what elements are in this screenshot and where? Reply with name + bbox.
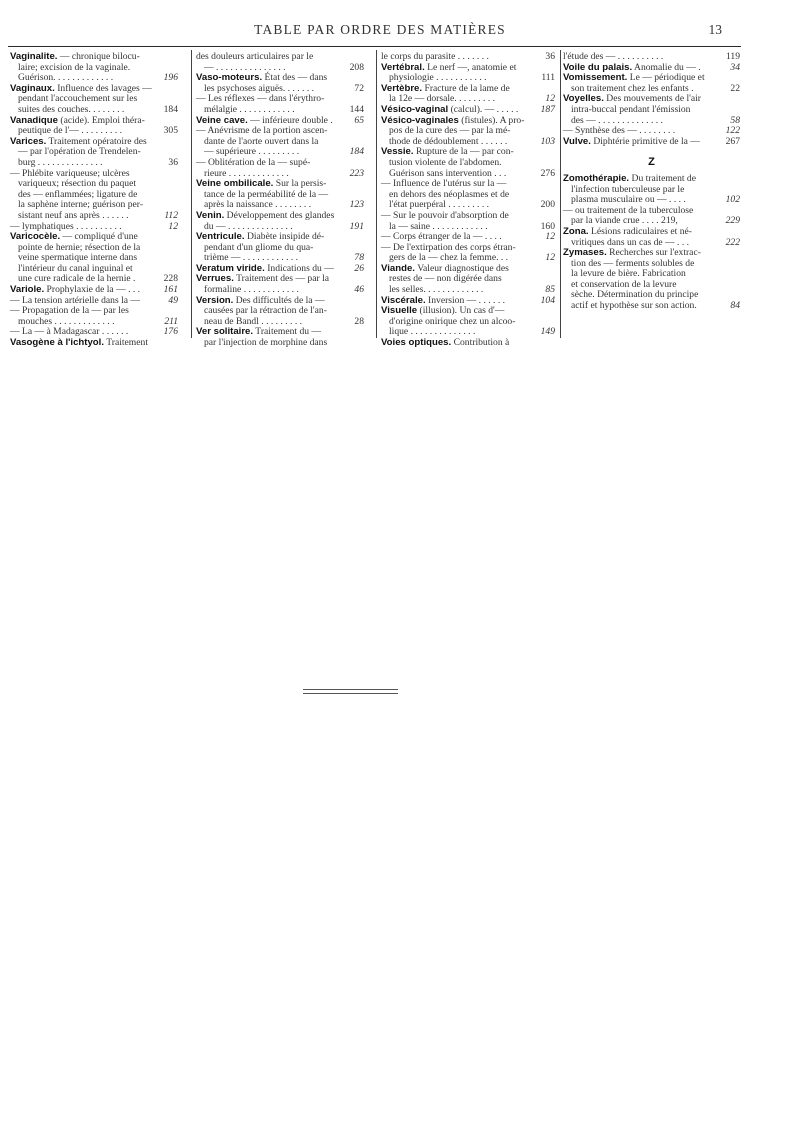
page-reference: 276 <box>540 167 555 179</box>
entry-text: — Synthèse des — . . . . . . . . <box>563 125 676 137</box>
entry-line <box>196 338 344 349</box>
entry-text: thode de dédoublement . . . . . . <box>389 135 508 147</box>
entry-heading: Ventricule. <box>196 231 245 243</box>
entry-text: — Influence de l'utérus sur la — <box>381 178 507 190</box>
page-reference: 122 <box>725 125 740 137</box>
entry-text: — inférieure double . <box>250 114 333 126</box>
index-entry <box>10 84 178 116</box>
entry-text: burg . . . . . . . . . . . . . . <box>18 156 103 168</box>
entry-text: les selles. . . . . . . . . . . . . <box>389 284 484 296</box>
index-entry <box>196 126 364 158</box>
entry-text: Valeur diagnostique des <box>417 262 509 274</box>
index-entry <box>563 227 740 248</box>
index-entry <box>563 174 740 206</box>
entry-text: mélalgie . . . . . . . . . . . . <box>204 103 295 115</box>
footer-rule-top <box>303 689 398 690</box>
entry-heading: Varices. <box>10 135 47 147</box>
index-entry <box>563 94 740 126</box>
entry-heading: Verrues. <box>196 273 234 285</box>
entry-text: variqueux; résection du paquet <box>18 178 137 190</box>
entry-text: Indications du — <box>267 262 334 274</box>
entry-text: plasma musculaire ou — . . . . <box>571 194 686 206</box>
entry-text: actif et hypothèse sur son action. <box>571 300 697 312</box>
entry-text: neau de Bandl . . . . . . . . . <box>204 315 303 327</box>
page-reference: 228 <box>163 273 178 285</box>
entry-text: — Oblitération de la — supé- <box>196 156 311 168</box>
entry-text: restes de — non digérée dans <box>389 273 502 285</box>
entry-text: suites des couches. . . . . . . . <box>18 103 125 115</box>
page-reference: 187 <box>540 103 555 115</box>
column-divider <box>191 50 192 338</box>
entry-heading: Vésico-vaginales <box>381 114 459 126</box>
page-reference: 85 <box>545 284 555 296</box>
page-reference: 184 <box>349 146 364 158</box>
entry-text: pointe de hernie; résection de la <box>18 241 141 253</box>
index-entry <box>381 63 555 84</box>
entry-text: Des mouvements de l'air <box>606 93 702 105</box>
entry-text: État des — dans <box>264 72 328 84</box>
entry-line <box>563 301 720 312</box>
entry-text: (acide). Emploi théra- <box>60 114 145 126</box>
column-divider <box>560 50 561 338</box>
page-reference: 305 <box>163 125 178 137</box>
entry-text: la — saine . . . . . . . . . . . . <box>389 220 488 232</box>
index-entry <box>381 147 555 179</box>
index-entry <box>381 116 555 148</box>
entry-text: l'intérieur du canal inguinal et <box>18 262 133 274</box>
page-reference: 191 <box>349 220 364 232</box>
entry-heading: Vertèbre. <box>381 82 423 94</box>
entry-text: — Anévrisme de la portion ascen- <box>196 125 328 137</box>
entry-text: et conservation de la levure <box>571 278 677 290</box>
index-column-4 <box>563 52 740 338</box>
page-reference: 12 <box>168 220 178 232</box>
entry-text: trième — . . . . . . . . . . . . <box>204 252 299 264</box>
entry-text: — La — à Madagascar . . . . . . <box>10 326 129 338</box>
entry-heading: Zymases. <box>563 247 607 259</box>
entry-text: Guérison. . . . . . . . . . . . . <box>18 72 114 84</box>
entry-text: — Corps étranger de la — . . . . <box>381 231 502 243</box>
entry-text: des — enflammées; ligature de <box>18 188 138 200</box>
entry-text: mouches . . . . . . . . . . . . . <box>18 315 115 327</box>
entry-text: — . . . . . . . . . . . . . . . <box>204 61 286 73</box>
entry-text: l'étude des — . . . . . . . . . . <box>563 51 664 62</box>
column-divider <box>376 50 377 338</box>
index-entry <box>381 264 555 296</box>
page-reference: 112 <box>164 209 178 221</box>
page-reference: 119 <box>725 51 740 62</box>
entry-heading: Viscérale. <box>381 294 426 306</box>
index-entry <box>563 206 740 227</box>
entry-text: par la viande crue . . . . 219, <box>571 215 678 227</box>
entry-text: la saphène interne; guérison per- <box>18 199 144 211</box>
page-reference: 222 <box>725 236 740 248</box>
entry-text: Traitement <box>106 337 148 349</box>
entry-text: le corps du parasite . . . . . . . <box>381 51 489 62</box>
index-entry <box>563 248 740 312</box>
page-reference: 46 <box>354 284 364 296</box>
page-reference: 149 <box>540 326 555 338</box>
entry-text: Diabète insipide dé- <box>246 231 325 243</box>
entry-text: Diphtérie primitive de la — <box>593 135 700 147</box>
index-entry <box>196 211 364 232</box>
index-entry <box>196 296 364 328</box>
entry-heading: Venin. <box>196 209 225 221</box>
entry-text: — Propagation de la — par les <box>10 305 129 317</box>
entry-text: — compliqué d'une <box>62 231 138 243</box>
entry-text: la 12e — dorsale. . . . . . . . . <box>389 93 496 105</box>
entry-text: (illusion). Un cas d'— <box>419 305 505 317</box>
entry-text: Prophylaxie de la — . . . <box>46 284 141 296</box>
page-reference: 184 <box>163 103 178 115</box>
index-entry <box>196 52 364 73</box>
entry-heading: Voyelles. <box>563 93 604 105</box>
entry-heading: Vaginaux. <box>10 82 55 94</box>
index-entry <box>10 137 178 169</box>
index-entry <box>563 137 740 148</box>
entry-text: Fracture de la lame de <box>424 82 510 94</box>
index-column-1 <box>10 51 178 349</box>
entry-heading: Vomissement. <box>563 72 628 84</box>
entry-text: pendant d'un gliome du qua- <box>204 241 314 253</box>
index-entry <box>563 73 740 94</box>
entry-text: — lymphatiques . . . . . . . . . . <box>10 220 122 232</box>
page-reference: 72 <box>354 82 364 94</box>
entry-text: — Les réflexes — dans l'érythro- <box>196 93 325 105</box>
entry-heading: Zomothérapie. <box>563 172 630 184</box>
entry-heading: Varicocèle. <box>10 231 61 243</box>
entry-text: vritiques dans un cas de — . . . <box>571 236 690 248</box>
entry-text: laire; excision de la vaginale. <box>18 61 131 73</box>
entry-heading: Zona. <box>563 225 589 237</box>
page-reference: 36 <box>168 156 178 168</box>
entry-line <box>10 338 158 349</box>
entry-text: — par l'opération de Trendelen- <box>18 146 141 158</box>
entry-heading: Version. <box>196 294 234 306</box>
page-reference: 208 <box>349 61 364 73</box>
entry-text: rieure . . . . . . . . . . . . . <box>204 167 289 179</box>
entry-text: pos de la cure des — par la mé- <box>389 125 511 137</box>
page-reference: 200 <box>540 199 555 211</box>
entry-text: son traitement chez les enfants . <box>571 82 694 94</box>
entry-text: veine spermatique interne dans <box>18 252 138 264</box>
page-reference: 223 <box>349 167 364 179</box>
entry-text: Influence des lavages — <box>57 82 152 94</box>
page-reference: 196 <box>163 72 178 84</box>
page-reference: 160 <box>540 220 555 232</box>
entry-text: les psychoses aiguës. . . . . . . <box>204 82 315 94</box>
page-reference: 111 <box>541 72 555 84</box>
entry-text: d'origine onirique chez un alcoo- <box>389 315 516 327</box>
entry-text: Guérison sans intervention . . . <box>389 167 507 179</box>
page-reference: 12 <box>545 93 555 105</box>
index-entry <box>196 158 364 179</box>
page-reference: 161 <box>163 284 178 296</box>
page-reference: 229 <box>725 215 740 227</box>
index-entry <box>381 306 555 338</box>
entry-text: — Sur le pouvoir d'absorption de <box>381 209 509 221</box>
index-entry <box>10 306 178 327</box>
page-reference: 144 <box>349 103 364 115</box>
entry-text: (fistules). A pro- <box>461 114 525 126</box>
entry-text: Du traitement de <box>631 172 696 184</box>
entry-text: peutique de l'— . . . . . . . . . <box>18 125 123 137</box>
entry-text: Sur la persis- <box>275 178 327 190</box>
entry-text: Inversion — . . . . . . <box>428 294 506 306</box>
section-letter: Z <box>648 156 655 169</box>
index-entry <box>10 52 178 84</box>
footer-rule-bottom <box>303 693 398 694</box>
entry-heading: Viande. <box>381 262 415 274</box>
entry-text: Le nerf —, anatomie et <box>427 61 517 73</box>
entry-line <box>563 137 720 148</box>
entry-text: tion des — ferments solubles de <box>571 257 695 269</box>
page-reference: 211 <box>164 315 178 327</box>
page-reference: 176 <box>163 326 178 338</box>
entry-heading: Ver solitaire. <box>196 326 254 338</box>
entry-text: tance de la perméabilité de la — <box>204 188 329 200</box>
entry-text: Développement des glandes <box>226 209 335 221</box>
entry-text: tusion violente de l'abdomen. <box>389 156 502 168</box>
entry-text: gers de la — chez la femme. . . <box>389 252 509 264</box>
header-rule <box>8 46 741 47</box>
entry-text: pendant l'accouchement sur les <box>18 93 138 105</box>
index-entry <box>10 116 178 137</box>
page-reference: 12 <box>545 231 555 243</box>
page-reference: 102 <box>725 194 740 206</box>
entry-text: — ou traitement de la tuberculose <box>563 204 694 216</box>
entry-text: intra-buccal pendant l'émission <box>571 103 691 115</box>
entry-text: (calcul). — . . . . . <box>450 103 519 115</box>
index-entry <box>196 179 364 211</box>
entry-text: une cure radicale de la hernie . <box>18 273 136 285</box>
page-reference: 34 <box>730 61 740 73</box>
page-title: TABLE PAR ORDRE DES MATIÈRES <box>254 22 506 37</box>
index-entry <box>381 211 555 232</box>
entry-heading: Veratum viride. <box>196 262 265 274</box>
page-number: 13 <box>708 22 722 37</box>
entry-text: Recherches sur l'extrac- <box>609 247 701 259</box>
entry-text: — Phlébite variqueuse; ulcères <box>10 167 130 179</box>
entry-text: sistant neuf ans après . . . . . . <box>18 209 129 221</box>
page-header <box>0 22 800 42</box>
entry-heading: Vésico-vaginal <box>381 103 449 115</box>
entry-heading: Variole. <box>10 284 45 296</box>
page-reference: 103 <box>540 135 555 147</box>
index-entry <box>196 232 364 264</box>
entry-text: l'infection tuberculeuse par le <box>571 183 685 195</box>
page-reference: 84 <box>730 300 740 312</box>
page-reference: 26 <box>354 262 364 274</box>
entry-text: en dehors des néoplasmes et de <box>389 188 510 200</box>
entry-heading: Vertébral. <box>381 61 425 73</box>
entry-line <box>381 338 535 349</box>
page-reference: 28 <box>354 315 364 327</box>
entry-heading: Vaso-moteurs. <box>196 72 263 84</box>
page-reference: 78 <box>354 252 364 264</box>
index-entry <box>10 338 178 349</box>
index-entry <box>381 243 555 264</box>
entry-heading: Vanadique <box>10 114 58 126</box>
entry-heading: Voies optiques. <box>381 337 452 349</box>
entry-heading: Veine cave. <box>196 114 248 126</box>
entry-text: après la naissance . . . . . . . . <box>204 199 312 211</box>
index-column-3 <box>381 51 555 349</box>
entry-text: lique . . . . . . . . . . . . . . <box>389 326 476 338</box>
index-column-2 <box>196 51 364 349</box>
entry-text: Traitement des — par la <box>236 273 330 285</box>
entry-text: des douleurs articulaires par le <box>196 51 314 62</box>
entry-heading: Voile du palais. <box>563 61 633 73</box>
entry-text: — supérieure . . . . . . . . . <box>204 146 300 158</box>
entry-text: la levure de bière. Fabrication <box>571 268 686 280</box>
entry-text: Contribution à <box>453 337 510 349</box>
entry-text: — La tension artérielle dans la — <box>10 294 141 306</box>
index-entry <box>196 327 364 348</box>
entry-text: physiologie . . . . . . . . . . . <box>389 72 487 84</box>
index-entry <box>381 179 555 211</box>
entry-heading: Veine ombilicale. <box>196 178 274 190</box>
entry-text: Le — périodique et <box>629 72 705 84</box>
page-reference: 36 <box>545 51 555 62</box>
index-entry <box>381 338 555 349</box>
page-reference: 123 <box>349 199 364 211</box>
entry-text: des — . . . . . . . . . . . . . . <box>571 114 663 126</box>
entry-text: — De l'extirpation des corps étran- <box>381 241 516 253</box>
page-reference: 267 <box>725 135 740 147</box>
entry-text: Lésions radiculaires et né- <box>591 225 692 237</box>
entry-heading: Vulve. <box>563 135 591 147</box>
entry-text: par l'injection de morphine dans <box>204 337 328 349</box>
entry-heading: Vasogène à l'ichtyol. <box>10 337 104 349</box>
entry-text: causées par la rétraction de l'an- <box>204 305 327 317</box>
index-entry <box>10 232 178 285</box>
entry-text: Traitement du — <box>255 326 322 338</box>
entry-text: Traitement opératoire des <box>48 135 147 147</box>
page-reference: 49 <box>168 294 178 306</box>
index-entry <box>196 94 364 115</box>
entry-text: du — . . . . . . . . . . . . . . <box>204 220 293 232</box>
entry-text: formaline . . . . . . . . . . . . <box>204 284 299 296</box>
entry-heading: Visuelle <box>381 305 418 317</box>
page-reference: 58 <box>730 114 740 126</box>
page-reference: 104 <box>540 294 555 306</box>
index-entry <box>381 84 555 105</box>
entry-heading: Vaginalite. <box>10 51 58 62</box>
entry-text: Des difficultés de la — <box>235 294 325 306</box>
entry-text: l'état puerpéral . . . . . . . . . <box>389 199 490 211</box>
index-entry <box>10 169 178 222</box>
page-reference: 65 <box>354 114 364 126</box>
entry-text: Anomalie du — . <box>634 61 701 73</box>
entry-heading: Vessie. <box>381 146 414 158</box>
entry-text: dante de l'aorte ouvert dans la <box>204 135 319 147</box>
index-entry <box>196 73 364 94</box>
index-entry <box>196 274 364 295</box>
page-reference: 22 <box>730 82 740 94</box>
entry-text: sèche. Détermination du principe <box>571 289 699 301</box>
entry-text: — chronique bilocu- <box>59 51 140 62</box>
entry-text: Rupture de la — par con- <box>415 146 514 158</box>
page-reference: 12 <box>545 252 555 264</box>
